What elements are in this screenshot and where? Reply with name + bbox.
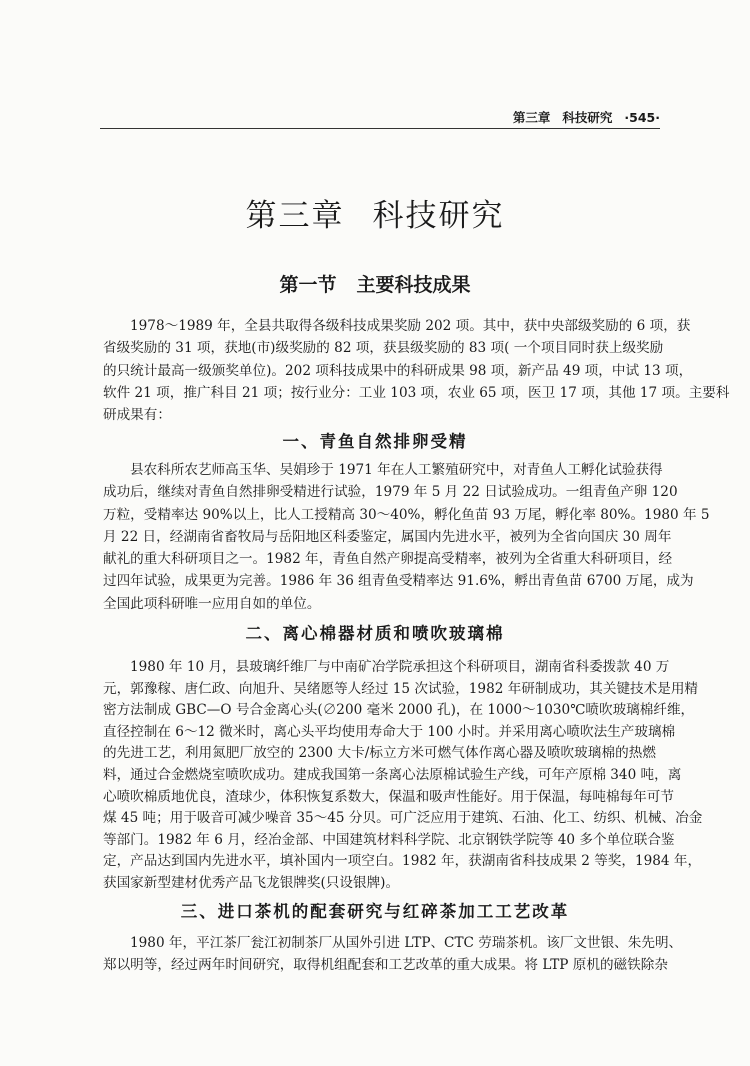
text-line: 等部门。1982 年 6 月，经冶金部、中国建筑材料科学院、北京钢铁学院等 40 多个单位联合鉴 — [103, 831, 675, 848]
header-rule — [100, 128, 660, 129]
text-line: 成功后，继续对青鱼自然排卵受精进行试验，1979 年 5 月 22 日试验成功。一组青鱼产卵 120 — [103, 484, 678, 501]
section-number: 第一节 — [279, 274, 337, 296]
paragraph-3 — [103, 932, 683, 977]
paragraph-2 — [103, 657, 703, 895]
text-line: 1978～1989 年，全县共取得各级科技成果奖励 202 项。其中，获中央部级奖励的 6 项，获 — [130, 318, 691, 334]
text-line: 心喷吹棉质地优良，渣球少，体积恢复系数大，保温和吸声性能好。用于保温，每吨棉每年可节 — [103, 788, 674, 805]
text-line: 获国家新型建材优秀产品飞龙银牌奖(只设银牌)。 — [103, 874, 400, 891]
text-line: 1980 年，平江茶厂瓮江初制茶厂从国外引进 LTP、CTC 劳瑞茶机。该厂文世银、朱先明、 — [130, 935, 683, 951]
text-line: 密方法制成 GBC—O 号合金离心头(∅200 毫米 2000 孔)，在 1000～1030℃喷吹玻璃棉纤维， — [103, 702, 695, 719]
subheading-3: 三、进口茶机的配套研究与红碎茶加工工艺改革 — [180, 902, 570, 921]
chapter-name: 科技研究 — [372, 198, 505, 234]
section-name: 主要科技成果 — [356, 274, 471, 296]
text-line: 软件 21 项，推广科目 21 项；按行业分：工业 103 项，农业 65 项，医卫 17 项，其他 17 项。主要科 — [103, 384, 730, 401]
chapter-title — [0, 190, 750, 235]
running-head-section: 科技研究 — [562, 110, 613, 125]
text-line: 献礼的重大科研项目之一。1982 年，青鱼自然产卵提高受精率，被列为全省重大科研项目，经 — [103, 551, 673, 568]
intro-paragraph — [103, 315, 730, 426]
running-head — [460, 108, 660, 126]
page-number: ·545· — [624, 110, 660, 125]
running-head-chapter: 第三章 — [512, 110, 551, 125]
section-title — [0, 270, 750, 297]
chapter-number: 第三章 — [245, 198, 345, 234]
subheading-1: 一、青鱼自然排卵受精 — [282, 432, 468, 451]
text-line: 月 22 日，经湖南省畜牧局与岳阳地区科委鉴定，属国内先进水平，被列为全省向国庆 30 周年 — [103, 528, 672, 545]
text-line: 定，产品达到国内先进水平，填补国内一项空白。1982 年，获湖南省科技成果 2 等奖，1984 年， — [103, 853, 702, 870]
text-line: 省级奖励的 31 项，获地(市)级奖励的 82 项，获县级奖励的 83 项( 一个项目同时获上级奖励 — [103, 340, 664, 357]
text-line: 1980 年 10 月，县玻璃纤维厂与中南矿冶学院承担这个科研项目，湖南省科委拨款 40 万 — [130, 659, 670, 675]
text-line: 的只统计最高一级颁奖单位)。202 项科技成果中的科研成果 98 项，新产品 49 项，中试 13 项， — [103, 362, 693, 379]
text-line: 郑以明等，经过两年时间研究，取得机组配套和工艺改革的重大成果。将 LTP 原机的磁铁除杂 — [103, 957, 668, 974]
text-line: 煤 45 吨；用于吸音可减少噪音 35～45 分贝。可广泛应用于建筑、石油、化工、纺织、机械、冶金 — [103, 810, 703, 827]
text-line: 全国此项科研唯一应用自如的单位。 — [103, 595, 321, 612]
text-line: 料，通过合金燃烧室喷吹成功。建成我国第一条离心法原棉试验生产线，可年产原棉 340 吨，离 — [103, 766, 682, 783]
text-line: 直径控制在 6～12 微米时，离心头平均使用寿命大于 100 小时。并采用离心喷吹法生产玻璃棉 — [103, 723, 676, 740]
subheading-2: 二、离心棉器材质和喷吹玻璃棉 — [245, 624, 505, 643]
text-line: 万粒，受精率达 90%以上，比人工授精高 30～40%，孵化鱼苗 93 万尾，孵化率 80%。1980 年 5 — [103, 506, 710, 523]
paragraph-1 — [103, 459, 710, 615]
text-line: 过四年试验，成果更为完善。1986 年 36 组青鱼受精率达 91.6%，孵出青鱼苗 6700 万尾，成为 — [103, 573, 694, 590]
text-line: 的先进工艺，利用氮肥厂放空的 2300 大卡/标立方米可燃气体作离心器及喷吹玻璃棉的热燃 — [103, 745, 656, 762]
text-line: 县农科所农艺师高玉华、吴娟珍于 1971 年在人工繁殖研究中，对青鱼人工孵化试验获得 — [130, 462, 663, 478]
text-line: 研成果有： — [103, 407, 171, 424]
text-line: 元，郭豫稼、唐仁政、向旭升、吴绪愿等人经过 15 次试验，1982 年研制成功，其关键技术是用精 — [103, 680, 699, 697]
